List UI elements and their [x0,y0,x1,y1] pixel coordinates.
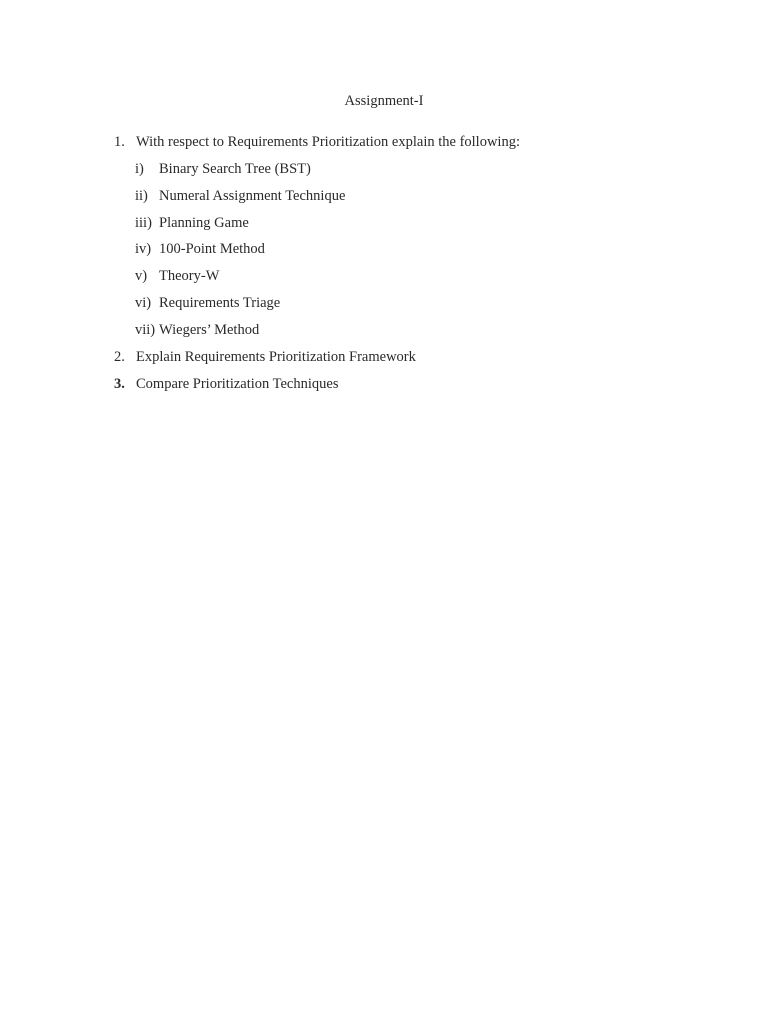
question-text: Explain Requirements Prioritization Framework [136,349,416,365]
subitem-number: iii) [135,215,152,231]
subitem-text: Binary Search Tree (BST) [159,161,311,177]
question-number: 1. [114,134,125,150]
subitem-number: ii) [135,188,148,204]
subitem-number: vii) [135,322,156,338]
question-text: Compare Prioritization Techniques [136,376,339,392]
question-number: 2. [114,349,125,365]
title-text: Assignment-I [344,93,424,109]
subitem-text: Numeral Assignment Technique [159,188,346,204]
question-text: With respect to Requirements Prioritization explain the following: [136,134,520,150]
page-title [0,93,768,110]
question-number: 3. [114,376,125,392]
subitem-number: v) [135,268,148,284]
subitem-number: iv) [135,241,152,257]
subitem-text: Requirements Triage [159,295,281,311]
subitem-text: 100-Point Method [159,241,265,257]
subitem-text: Planning Game [159,215,249,231]
subitem-text: Wiegers’ Method [159,322,260,338]
subitem-text: Theory-W [159,268,220,284]
subitem-number: i) [135,161,144,177]
subitem-number: vi) [135,295,152,311]
